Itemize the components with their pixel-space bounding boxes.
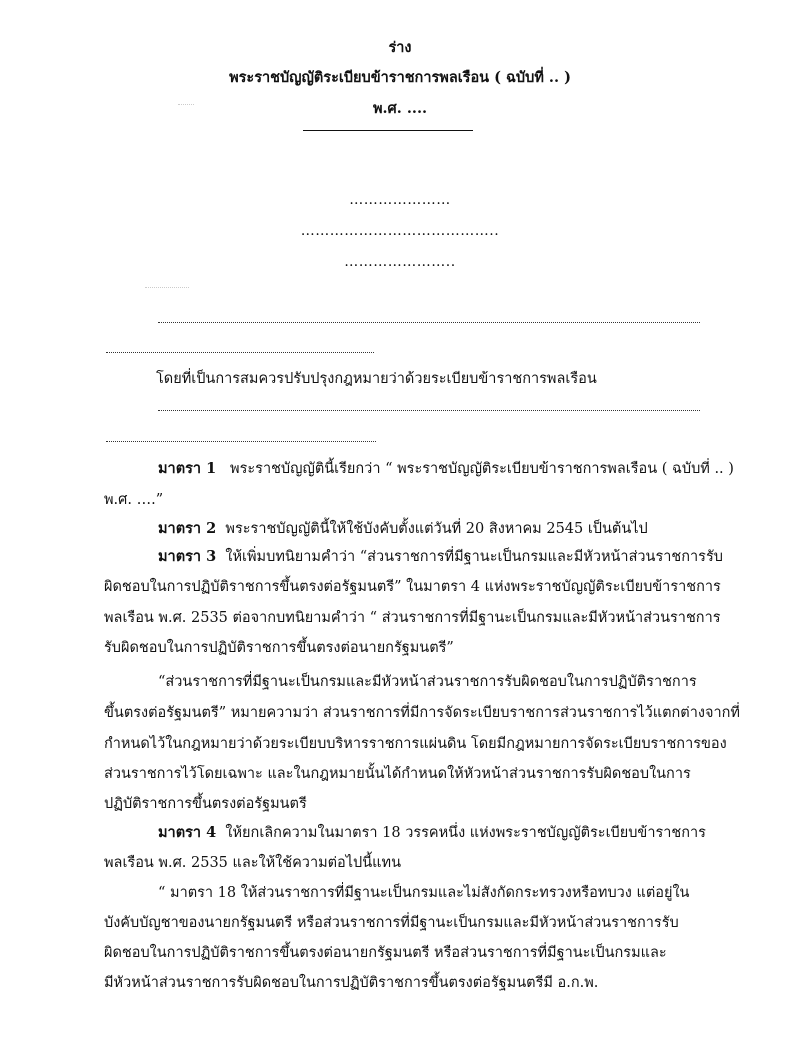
quote-line: มีหัวหน้าส่วนราชการรับผิดชอบในการปฏิบัติราชการขึ้นตรงต่อรัฐมนตรีมี อ.ก.พ. xyxy=(104,975,599,991)
scan-artifact xyxy=(178,104,194,105)
placeholder-name: ………………………………….. xyxy=(300,223,500,239)
section-1-paragraph xyxy=(158,462,734,477)
section-2-label: มาตรา 2 xyxy=(158,520,217,537)
section-1-text: พระราชบัญญัตินี้เรียกว่า “ พระราชบัญญัติระเบียบข้าราชการพลเรือน ( ฉบับที่ .. ) xyxy=(230,461,734,477)
section-3-label: มาตรา 3 xyxy=(158,548,217,565)
section-3-line: ให้เพิ่มบทนิยามคำว่า “ส่วนราชการที่มีฐานะเป็นกรมและมีหัวหน้าส่วนราชการรับ xyxy=(225,549,723,565)
section-3-line: ผิดชอบในการปฏิบัติราชการขึ้นตรงต่อรัฐมนตรี” ในมาตรา 4 แห่งพระราชบัญญัติระเบียบข้าราชการ xyxy=(104,579,721,595)
quote-line: “ มาตรา 18 ให้ส่วนราชการที่มีฐานะเป็นกรมและไม่สังกัดกระทรวงหรือทบวง แต่อยู่ใน xyxy=(158,885,690,901)
header-rule xyxy=(303,130,473,131)
section-4-line: พลเรือน พ.ศ. 2535 และให้ใช้ความต่อไปนี้แทน xyxy=(104,855,401,871)
definition-line: ปฏิบัติราชการขึ้นตรงต่อรัฐมนตรี xyxy=(104,796,307,812)
preamble-reason: โดยที่เป็นการสมควรปรับปรุงกฎหมายว่าด้วยระเบียบข้าราชการพลเรือน xyxy=(156,371,597,387)
draft-label: ร่าง xyxy=(388,39,412,56)
definition-line: กำหนดไว้ในกฎหมายว่าด้วยระเบียบบริหารราชการแผ่นดิน โดยมีกฎหมายการจัดระเบียบราชการของ xyxy=(104,736,727,752)
section-4-line: ให้ยกเลิกความในมาตรา 18 วรรคหนึ่ง แห่งพระราชบัญญัติระเบียบข้าราชการ xyxy=(225,825,706,841)
act-year: พ.ศ. .... xyxy=(372,100,428,117)
section-3-line: พลเรือน พ.ศ. 2535 ต่อจากบทนิยามคำว่า “ ส่วนราชการที่มีฐานะเป็นกรมและมีหัวหน้าส่วนราชการ xyxy=(104,610,721,626)
section-3-line: รับผิดชอบในการปฏิบัติราชการขึ้นตรงต่อนายกรัฐมนตรี” xyxy=(104,640,454,656)
section-1-label: มาตรา 1 xyxy=(158,460,217,477)
placeholder-line xyxy=(106,352,374,353)
placeholder-line xyxy=(106,441,376,442)
definition-line: “ส่วนราชการที่มีฐานะเป็นกรมและมีหัวหน้าส่วนราชการรับผิดชอบในการปฏิบัติราชการ xyxy=(158,674,697,690)
placeholder-date: ………………… xyxy=(349,192,451,208)
section-2-text: พระราชบัญญัตินี้ให้ใช้บังคับตั้งแต่วันที่ 20 สิงหาคม 2545 เป็นต้นไป xyxy=(225,521,648,537)
placeholder-line xyxy=(158,322,700,323)
section-4-label: มาตรา 4 xyxy=(158,824,217,841)
section-4-paragraph xyxy=(158,826,706,841)
definition-line: ขึ้นตรงต่อรัฐมนตรี” หมายความว่า ส่วนราชการที่มีการจัดระเบียบราชการส่วนราชการไว้แตกต่างจากที่ xyxy=(104,705,740,721)
section-3-paragraph xyxy=(158,550,723,565)
placeholder-reign: ………………….. xyxy=(344,254,456,270)
section-2-paragraph xyxy=(158,522,648,537)
placeholder-line xyxy=(158,410,700,411)
section-1-continuation: พ.ศ. ….” xyxy=(104,492,164,508)
scan-artifact xyxy=(145,287,189,288)
quote-line: ผิดชอบในการปฏิบัติราชการขึ้นตรงต่อนายกรัฐมนตรี หรือส่วนราชการที่มีฐานะเป็นกรมและ xyxy=(104,945,667,961)
definition-line: ส่วนราชการไว้โดยเฉพาะ และในกฎหมายนั้นได้กำหนดให้หัวหน้าส่วนราชการรับผิดชอบในการ xyxy=(104,766,691,782)
quote-line: บังคับบัญชาของนายกรัฐมนตรี หรือส่วนราชการที่มีฐานะเป็นกรมและมีหัวหน้าส่วนราชการรับ xyxy=(104,915,679,931)
act-title: พระราชบัญญัติระเบียบข้าราชการพลเรือน ( ฉบับที่ .. ) xyxy=(229,69,571,86)
